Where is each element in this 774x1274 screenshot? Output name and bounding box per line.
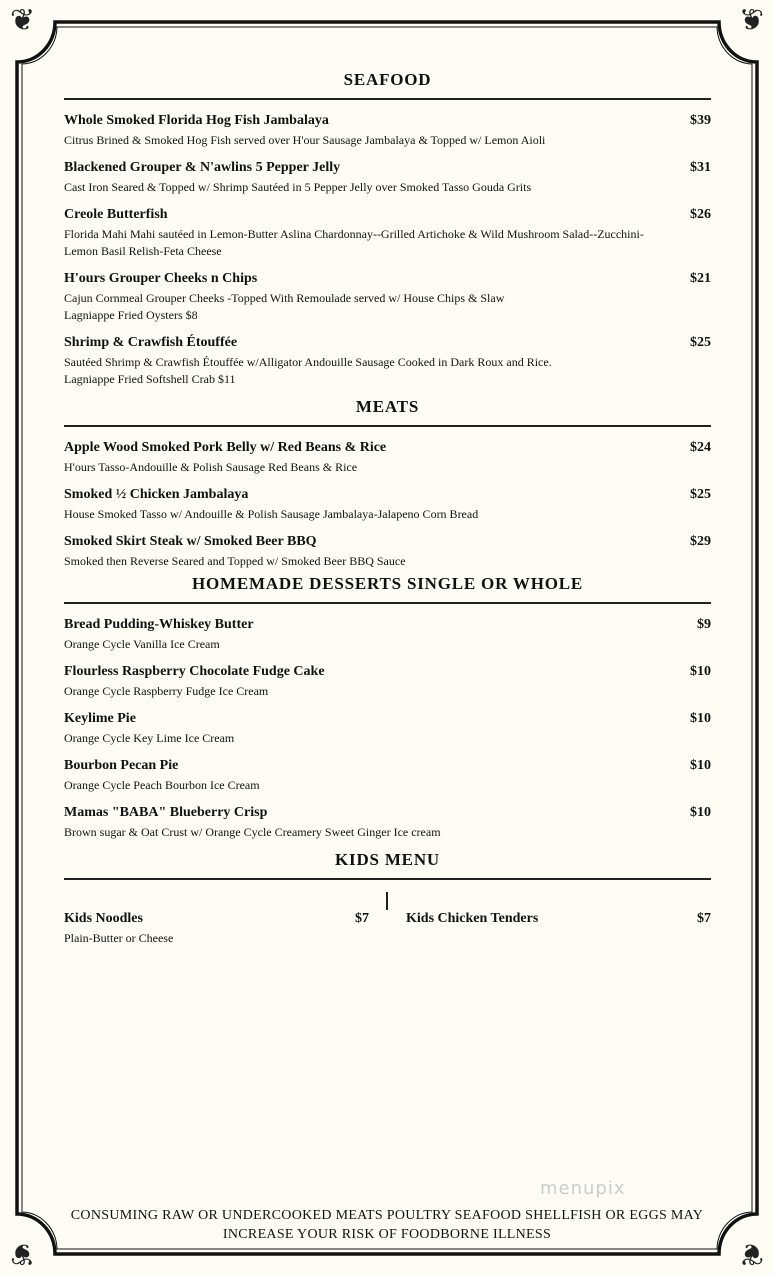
item-description: Orange Cycle Peach Bourbon Ice Cream [64,778,260,792]
item-price: $26 [690,207,711,222]
section-desserts [64,574,711,851]
item-name: Whole Smoked Florida Hog Fish Jambalaya [64,113,329,128]
item-price: $25 [690,487,711,502]
menu-item [64,270,711,324]
menu-item [64,159,711,196]
menu-item [64,804,711,841]
item-description: House Smoked Tasso w/ Andouille & Polish Sausage Jambalaya-Jalapeno Corn Bread [64,507,479,521]
section-title: MEATS [64,397,711,427]
item-description: H'ours Tasso-Andouille & Polish Sausage Red Beans & Rice [64,460,358,474]
floral-ornament-icon: ❦ [738,4,764,37]
section-title: SEAFOOD [64,70,711,100]
menu-item [64,710,711,747]
item-name: Flourless Raspberry Chocolate Fudge Cake [64,664,325,679]
menu-item [64,616,711,653]
watermark: menupix [540,1178,626,1199]
menu-item [64,533,711,570]
menu-item [64,910,369,947]
item-description: Orange Cycle Vanilla Ice Cream [64,637,220,651]
item-price: $25 [690,335,711,350]
menu-item [64,663,711,700]
item-description: Orange Cycle Raspberry Fudge Ice Cream [64,684,269,698]
item-description: Brown sugar & Oat Crust w/ Orange Cycle Creamery Sweet Ginger Ice cream [64,825,441,839]
item-price: $31 [690,160,711,175]
item-name: Kids Chicken Tenders [406,911,539,926]
item-name: Bread Pudding-Whiskey Butter [64,617,254,632]
section-kids [64,850,711,947]
item-name: Apple Wood Smoked Pork Belly w/ Red Beans & Rice [64,440,387,455]
item-name: Creole Butterfish [64,207,168,222]
column-divider [386,892,388,910]
menu-item [64,757,711,794]
section-title: KIDS MENU [64,850,711,880]
item-name: Keylime Pie [64,711,136,726]
item-description: Sautéed Shrimp & Crawfish Étouffée w/Alligator Andouille Sausage Cooked in Dark Roux and Rice. [64,355,552,369]
item-name: Shrimp & Crawfish Étouffée [64,335,238,350]
menu-item [64,486,711,523]
section-title: HOMEMADE DESSERTS SINGLE OR WHOLE [64,574,711,604]
item-description: Cajun Cornmeal Grouper Cheeks -Topped With Remoulade served w/ House Chips & Slaw [64,291,505,305]
item-description: Citrus Brined & Smoked Hog Fish served over H'our Sausage Jambalaya & Topped w/ Lemon Aioli [64,133,546,147]
item-name: Blackened Grouper & N'awlins 5 Pepper Jelly [64,160,341,175]
item-price: $7 [355,911,369,926]
food-safety-warning: CONSUMING RAW OR UNDERCOOKED MEATS POULTRY SEAFOOD SHELLFISH OR EGGS MAY INCREASE YOUR RISK OF FOODBORNE ILLNESS [70,1208,704,1242]
item-description: Smoked then Reverse Seared and Topped w/ Smoked Beer BBQ Sauce [64,554,406,568]
item-price: $24 [690,440,711,455]
floral-ornament-icon: ❦ [10,4,36,37]
section-seafood [64,70,711,398]
item-price: $9 [697,617,711,632]
item-price: $10 [690,664,711,679]
floral-ornament-icon: ❦ [10,1237,36,1270]
item-name: Smoked Skirt Steak w/ Smoked Beer BBQ [64,534,317,549]
item-addon: Lagniappe Fried Oysters $8 [64,308,198,322]
section-meats [64,397,711,580]
menu-item [64,112,711,149]
item-name: Smoked ½ Chicken Jambalaya [64,487,249,502]
item-name: Mamas "BABA" Blueberry Crisp [64,805,268,820]
item-price: $10 [690,758,711,773]
menu-item [406,910,711,947]
item-price: $29 [690,534,711,549]
item-name: Bourbon Pecan Pie [64,758,179,773]
menu-item [64,206,711,260]
item-description: Cast Iron Seared & Topped w/ Shrimp Sautéed in 5 Pepper Jelly over Smoked Tasso Gouda Grits [64,180,532,194]
item-description: Florida Mahi Mahi sautéed in Lemon-Butter Aslina Chardonnay--Grilled Artichoke & Wild Mushroom Salad--Zucchini-Lemon Basil Relish-Feta Cheese [64,227,644,258]
item-addon: Lagniappe Fried Softshell Crab $11 [64,372,236,386]
item-price: $10 [690,711,711,726]
menu-item [64,439,711,476]
item-name: H'ours Grouper Cheeks n Chips [64,271,258,286]
item-name: Kids Noodles [64,911,143,926]
menu-item [64,334,711,388]
floral-ornament-icon: ❦ [738,1237,764,1270]
item-description: Plain-Butter or Cheese [64,931,174,945]
item-price: $10 [690,805,711,820]
item-price: $7 [697,911,711,926]
item-description: Orange Cycle Key Lime Ice Cream [64,731,235,745]
item-price: $39 [690,113,711,128]
item-price: $21 [690,271,711,286]
